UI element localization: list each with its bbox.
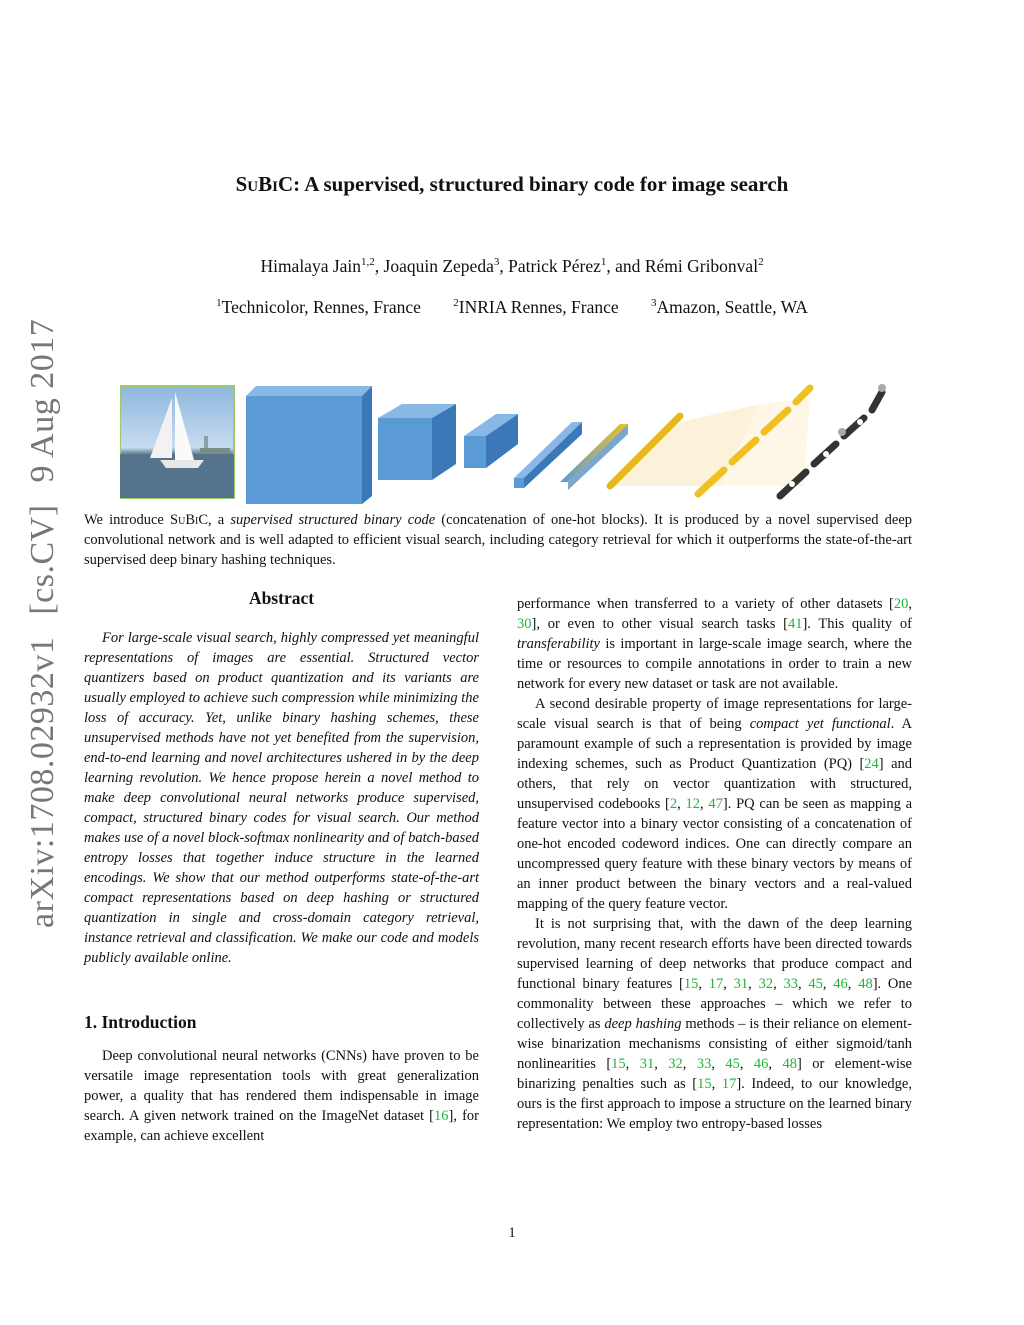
citation-link[interactable]: 15: [697, 1076, 712, 1092]
citation-link[interactable]: 32: [758, 976, 774, 992]
right-paragraph-1: performance when transferred to a variety of other datasets [20, 30], or even to other visual search tasks [41]. This quality of transferability is important in large-scale image search, where the time or resources to compile annotations in order to train a new network for every new dataset or task are not available.: [517, 596, 912, 692]
one-hot-dot: [878, 384, 886, 392]
citation-link[interactable]: 15: [611, 1056, 626, 1072]
conv-block-2: [378, 404, 456, 480]
citation-link[interactable]: 24: [864, 756, 879, 772]
intro-paragraph-1: Deep convolutional neural networks (CNNs) have proven to be versatile image representation tools with great generalization power, a quality that has rendered them indispensable in image search. A given network trained on the ImageNet dataset [16], for example, can achieve excellent: [84, 1048, 479, 1144]
citation-link[interactable]: 33: [696, 1056, 712, 1072]
affiliation-1: $^1$Technicolor, Rennes, France: [216, 297, 421, 317]
citation-link[interactable]: 45: [725, 1056, 740, 1072]
right-paragraph-2: A second desirable property of image representations for large-scale visual search is that of being compact yet functional. A paramount example of such a representation is provided by image indexing schemes, such as Product Quantization (PQ) [24] and others, that rely on vector quantization with structured, unsupervised codebooks [2, 12, 47]. PQ can be seen as mapping a feature vector into a binary vector consisting of a concatenation of one-hot encoded codeword indices. One can directly compare an uncompressed query feature with these binary vectors by means of an inner product between the binary vectors and a real-valued mapping of the query feature vector.: [517, 696, 913, 912]
citation-link[interactable]: 48: [858, 976, 873, 992]
citation-link[interactable]: 2: [669, 796, 678, 812]
citation-link[interactable]: 17: [721, 1076, 737, 1092]
right-paragraph-3: It is not surprising that, with the dawn of the deep learning revolution, many recent research efforts have been directed towards supervised learning of deep networks that produce compact and functional binary features [15, 17, 31, 32, 33, 45, 46, 48]. One commonality between these approaches – which we refer to collectively as deep hashing methods – is their reliance on element-wise binarization mechanisms consisting of either sigmoid/tanh nonlinearities [15, 31, 32, 33, 45, 46, 48] or element-wise binarizing penalties such as [15, 17]. Indeed, to our knowledge, ours is the first approach to impose a structure on the learned binary representation: We employ two entropy-based losses: [517, 916, 913, 1132]
affiliation-list: [0, 297, 1024, 318]
one-hot-dot: [789, 481, 795, 487]
citation-link[interactable]: 17: [708, 976, 724, 992]
input-photo: [120, 386, 234, 498]
conv-block-3: [464, 414, 518, 468]
citation-link[interactable]: 47: [708, 796, 723, 812]
arxiv-id: arXiv:1708.02932v1: [24, 636, 61, 928]
one-hot-dot: [857, 419, 863, 425]
author-1-affil: 1,2: [361, 256, 375, 269]
affiliation-2: $^2$INRIA Rennes, France: [453, 297, 619, 317]
citation-link[interactable]: 15: [683, 976, 699, 992]
author-2: Joaquin Zepeda: [383, 256, 494, 276]
author-3: Patrick Pérez: [508, 256, 601, 276]
one-hot-dot: [838, 428, 846, 436]
citation-link[interactable]: 31: [639, 1056, 655, 1072]
citation-link[interactable]: 20: [893, 596, 909, 612]
right-column: [517, 594, 912, 1134]
author-4-affil: 2: [758, 256, 764, 269]
citation-link[interactable]: 46: [833, 976, 848, 992]
one-hot-dot: [823, 451, 829, 457]
citation-link[interactable]: 31: [733, 976, 749, 992]
arxiv-category: [cs.CV]: [24, 504, 61, 615]
author-4-prefix: and: [615, 256, 645, 276]
citation-link[interactable]: 45: [808, 976, 823, 992]
author-list: Himalaya Jain$^{1,2}$, Joaquin Zepeda$^3$, Patrick Pérez$^1$, and Rémi Gribonval$^2$: [260, 256, 764, 276]
citation-link[interactable]: 48: [782, 1056, 797, 1072]
left-column: [84, 588, 479, 1146]
figure-caption: We introduce SuBiC, a supervised structured binary code (concatenation of one-hot blocks). It is produced by a novel supervised deep convolutional network and is well adapted to efficient visual search, including category retrieval for which it outperforms the state-of-the-art supervised deep binary hashing techniques.: [84, 512, 913, 568]
affiliation-3: $^3$Amazon, Seattle, WA: [651, 297, 808, 317]
author-3-affil: 1: [600, 256, 607, 269]
arxiv-date: 9 Aug 2017: [24, 318, 61, 483]
teaser-figure: [120, 378, 900, 506]
page-number: 1: [508, 1225, 516, 1241]
author-1: Himalaya Jain: [260, 256, 362, 276]
citation-link[interactable]: 41: [787, 616, 803, 632]
paper-title: [0, 172, 1024, 197]
title-method-name: SuBiC: [235, 172, 294, 196]
abstract-heading: Abstract: [248, 588, 315, 608]
citation-link[interactable]: 12: [685, 796, 701, 812]
arxiv-stamp: [24, 297, 62, 928]
caption-method-name: SuBiC: [170, 512, 208, 528]
author-4: Rémi Gribonval: [644, 256, 759, 276]
citation-link[interactable]: 32: [668, 1056, 683, 1072]
citation-link[interactable]: 46: [753, 1056, 769, 1072]
citation-link[interactable]: 30: [517, 616, 532, 632]
block-softmax-fan: [606, 398, 810, 486]
author-2-affil: 3: [493, 256, 500, 269]
abstract-body: For large-scale visual search, highly compressed yet meaningful representations of images are essential. Structured vector quantizers based on product quantization and its variants are usually employed to achieve such compression while minimizing the loss of accuracy. Yet, unlike binary hashing schemes, these unsupervised methods have not yet benefited from the supervision, end-to-end learning and novel architectures ushered in by the deep learning revolution. We hence propose herein a novel method to make deep convolutional neural networks produce supervised, compact, structured binary codes for visual search. Our method makes use of a novel block-softmax nonlinearity and of batch-based entropy losses that together induce structure in the learned encodings. We show that our method outperforms state-of-the-art compact representations based on deep hashing or structured quantization in single and cross-domain category retrieval, instance retrieval and classification. We make our code and models publicly available online.: [84, 630, 479, 966]
citation-link[interactable]: 16: [434, 1108, 449, 1124]
conv-block-1: [246, 386, 372, 504]
intro-heading: 1. Introduction: [84, 1012, 197, 1032]
citation-link[interactable]: 33: [783, 976, 798, 992]
title-rest: : A supervised, structured binary code for image search: [293, 172, 789, 196]
